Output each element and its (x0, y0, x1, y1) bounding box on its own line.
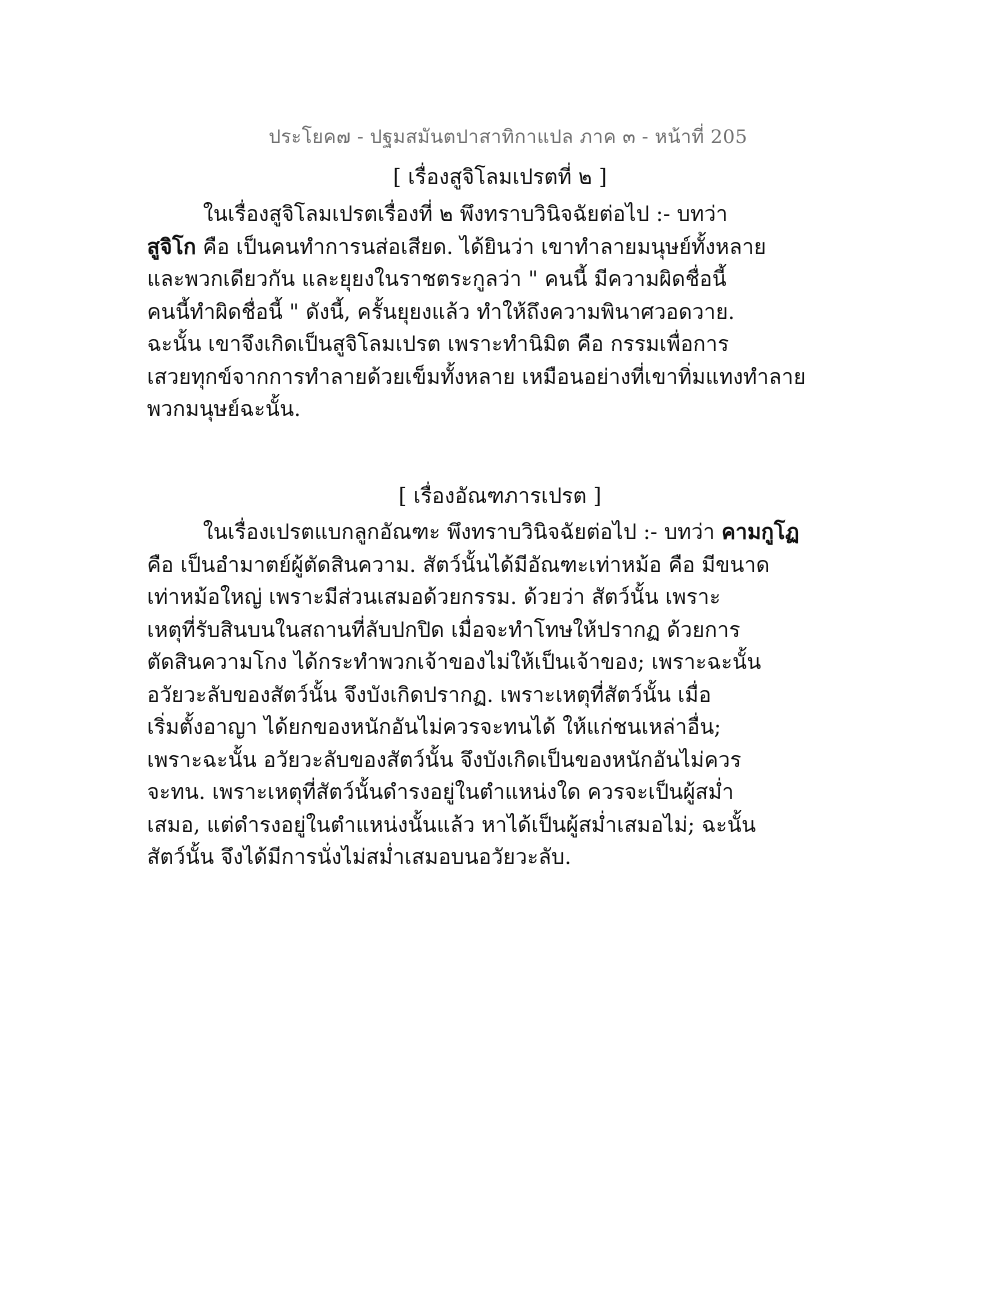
paragraph-line: สัตว์นั้น จึงได้มีการนั่งไม่สม่ำเสมอบนอวัยวะลับ. (147, 845, 572, 869)
paragraph-line: ในเรื่องเปรตแบกลูกอัณฑะ พึงทราบวินิจฉัยต่อไป :- บทว่า คามกูโฏ (203, 519, 800, 544)
paragraph-line: เสวยทุกข์จากการทำลายด้วยเข็มทั้งหลาย เหมือนอย่างที่เขาทิ่มแทงทำลาย (147, 364, 806, 389)
section-title-suchiloma: [ เรื่องสูจิโลมเปรตที่ ๒ ] (393, 165, 607, 189)
term-bold: คามกูโฏ (721, 519, 800, 544)
paragraph-line: สูจิโก คือ เป็นคนทำการนส่อเสียด. ได้ยินว่า เขาทำลายมนุษย์ทั้งหลาย (147, 233, 767, 259)
paragraph-line: พวกมนุษย์ฉะนั้น. (147, 397, 301, 421)
paragraph-line: คือ เป็นอำมาตย์ผู้ตัดสินความ. สัตว์นั้นได้มีอัณฑะเท่าหม้อ คือ มีขนาด (147, 552, 770, 577)
section-body-suchiloma (147, 198, 806, 426)
section-title-andabhara: [ เรื่องอัณฑภารเปรต ] (398, 484, 602, 508)
page-header-text: ประโยค๗ - ปฐมสมันตปาสาทิกาแปล ภาค ๓ - หน้าที่ 205 (268, 126, 748, 148)
paragraph-line: ฉะนั้น เขาจึงเกิดเป็นสูจิโลมเปรต เพราะทำนิมิต คือ กรรมเพื่อการ (147, 332, 729, 356)
term-bold: สูจิโก (147, 233, 197, 259)
paragraph-line: เพราะฉะนั้น อวัยวะลับของสัตว์นั้น จึงบังเกิดเป็นของหนักอันไม่ควร (147, 747, 742, 772)
paragraph-line: เท่าหม้อใหญ่ เพราะมีส่วนเสมอด้วยกรรม. ด้วยว่า สัตว์นั้น เพราะ (147, 585, 721, 609)
paragraph-line: เริ่มตั้งอาญา ได้ยกของหนักอันไม่ควรจะทนได้ ให้แก่ชนเหล่าอื่น; (147, 715, 722, 739)
page-header (0, 122, 1000, 152)
paragraph-line: อวัยวะลับของสัตว์นั้น จึงบังเกิดปรากฏ. เพราะเหตุที่สัตว์นั้น เมื่อ (147, 682, 712, 707)
section-body-andabhara (147, 516, 800, 874)
paragraph-line: ตัดสินความโกง ได้กระทำพวกเจ้าของไม่ให้เป็นเจ้าของ; เพราะฉะนั้น (147, 650, 762, 674)
paragraph-line: จะทน. เพราะเหตุที่สัตว์นั้นดำรงอยู่ในตำแหน่งใด ควรจะเป็นผู้สม่ำ (147, 780, 734, 804)
paragraph-line: ในเรื่องสูจิโลมเปรตเรื่องที่ ๒ พึงทราบวินิจฉัยต่อไป :- บทว่า (203, 202, 728, 226)
paragraph-line: คนนี้ทำผิดชื่อนี้ " ดังนี้, ครั้นยุยงแล้ว ทำให้ถึงความพินาศวอดวาย. (147, 299, 735, 324)
paragraph-line: เสมอ, แต่ดำรงอยู่ในตำแหน่งนั้นแล้ว หาได้เป็นผู้สม่ำเสมอไม่; ฉะนั้น (147, 812, 756, 837)
paragraph-line: และพวกเดียวกัน และยุยงในราชตระกูลว่า " คนนี้ มีความผิดชื่อนี้ (147, 267, 727, 291)
paragraph-line: เหตุที่รับสินบนในสถานที่ลับปกปิด เมื่อจะทำโทษให้ปรากฏ ด้วยการ (147, 617, 741, 642)
